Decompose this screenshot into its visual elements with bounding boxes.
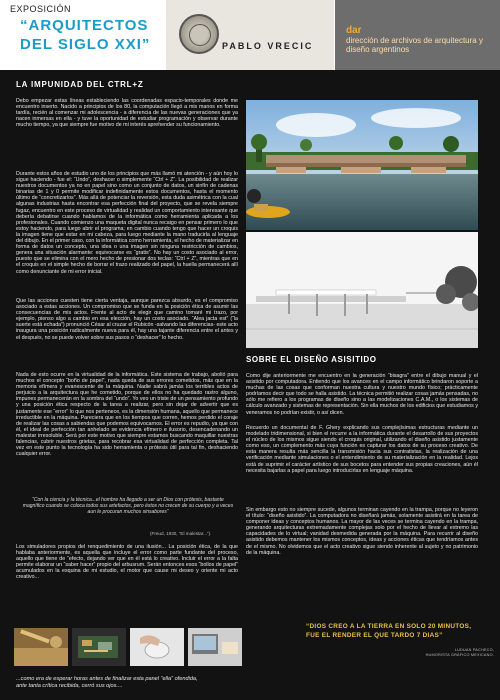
thumbnail-workspace-image (188, 628, 242, 666)
exhibition-title-line2: DEL SIGLO XXI” (20, 36, 151, 53)
credit-name: LUDUAN PACHECO, (454, 648, 494, 652)
section1-heading: LA IMPUNIDAD DEL CTRL+Z (16, 80, 144, 89)
section2-paragraph-3: Sin embargo esto no siempre sucede, algunos terminan cayendo en la trampa, porque no leyeron el título: “diseño asistido”. La computadora no diseñará jamás, solamente asistirá en la tarea de componer ideas y conceptos humanos. La mayor de las veces se termina cayendo en la trampa, generando arquitecturas extremadamente complejas solo por el hecho de llevar al extremo las capacidades de lo virtual; vanidad desmedida generada por la máquina. Para recurrir al diseño asistido debemos mantener los mismos conceptos, ideas y acciones éticas que tendríamos antes de el mismo. No olvidemos que el acto creativo sigue siendo inherente al sujeto y no patrimonio de la máquina. (246, 507, 478, 556)
freud-quote-source: (Freud, 1930, “El malestar...”). (150, 531, 212, 536)
closing-text-line1: ...como era de esperar horas antes de finalizar esta panel “ella” ofendida, (16, 676, 198, 682)
exhibition-title-line1: “ARQUITECTOS (20, 17, 149, 34)
closing-text (16, 676, 316, 690)
render-quote-line2: FUE EL RENDER EL QUE TARDO 7 DIAS” (306, 632, 443, 639)
render-illustration-1 (246, 100, 478, 230)
exhibition-label: EXPOSICIÓN (10, 4, 72, 14)
author-block (166, 0, 334, 70)
exhibition-title-block (0, 0, 165, 70)
render-quote (306, 622, 496, 640)
thumbnail-hand-mouse (130, 628, 184, 666)
author-name: PABLO VRECIC (222, 41, 314, 51)
section2-heading: SOBRE EL DISEÑO ASISITIDO (246, 355, 377, 364)
thumbnail-circuit-board-image (72, 628, 126, 666)
section1-paragraph-4: Nada de esto ocurre en la virtualidad de la informática. Este sistema de trabajo, abolió para muchos el concepto “boño de papel”, nada queda de sus errores cometidos, más que en la memoria efímera y evanescente de la máquina. Nadie sabrá jamás los terribles actos de perjuicio a la arquitectura que he cometido, porque de ellos no ha quedado rastro alguno, impunes permanecerán en la sombra del “undo”. Yo veo un triste de un pensamiento profundo y una posición ética respecto de la tarea a realizar, pero sin dejar de advertir que es justamente ese “error” lo que nos pertenece, es la dimensión humana, aquello que permanece irreductible en la máquina. Pareciera que en los tiempos que corren, hemos perdido el coraje de realizar las cosas a sabiendas que podemos equivocarnos. El error es repudio, ya que con él, el ideal de perfección tan anhelado se evidencia efímero e ilusorio, desencadenando un malestar irresoluble. Será por este motivo que siempre estamos buscando maquillar nuestras falencias, cubrir nuestros grietas, para recobrar esa virtualidad de perfección completa. Tal vez en este punto la tecnología ha sido herramienta o prótesis útil para tal fin, deshaciendo cualquier error. (16, 372, 238, 458)
closing-text-line2: ante tanta crítica recibida, cerró sus ojos.... (16, 683, 123, 689)
dar-logo-text: dar (346, 25, 362, 36)
render-image-white-structure (246, 232, 478, 348)
render-quote-credit (378, 648, 494, 658)
thumbnail-hand-mouse-image (130, 628, 184, 666)
section2-paragraph-1: Como dije anteriormente me encuentro en la generación “bisagra” entre el dibujo manual y el asistido por computadora. Entiendo que los avances en el campo informático brindaron soporte a muchas de las cosas que conforman nuestra cultura y nuestro mundo físico; prácticamente podríamos decir que todo se halla asistido. La técnica permitió realizar cosas jamás pensadas, no sólo me refiero a los programas de diseño sino a las modelizaciones C.A.M., o los sistemas de cálculo avanzado y sistemas de representación. Sin ella muchos de los edificios que estudiamos y veneramos no podrían existir, o así dicen. (246, 373, 478, 416)
freud-quote: “Con la ciencia y la técnica...el hombre ha llegado a ser un Dios con prótesis, bastante magnífico cuando se coloca todos sus artefactos, pero éstos no crecen de su cuerpo y a veces aun le procuran muchos sinsabores” (22, 497, 234, 515)
render-quote-line1: “DIOS CREO A LA TIERRA EN SOLO 20 MINUTOS, (306, 623, 472, 630)
dar-description: dirección de archivos de arquitectura y diseño argentinos (346, 36, 483, 54)
render-image-lakeside-building (246, 100, 478, 230)
thumbnail-drafting-tools (14, 628, 68, 666)
section2-paragraph-2: Recuerdo un documental de F. Ghery explicando sus complejísimas estructuras mediante un modelado tridimensional, si bien el recurre a la informática durante el desarrollo de sus proyectos el núcleo de los mismos sigue siendo el croquis original, utilizando el diseño asistido justamente como eso, un complemento más cuya función es capturar los datos de su proceso creativo. De esta manera resulta más sencilla la transmisión hacia sus contratistas, la realización de una verificación mediante simulaciones o el entendimiento de su materialización en la realidad. Lejos está de suprimir el carácter artístico de sus bocetos para entender sus propias creaciones, aún él necesita bajarlas a papel para luego introducirlas en lenguaje máquina. (246, 425, 478, 474)
dar-block (335, 0, 500, 70)
render-illustration-2 (246, 232, 478, 348)
credit-role: HUMORISTA GRÁFICO MEXICANO. (425, 653, 494, 657)
section1-paragraph-2: Durante estos años de estudio uno de los principios que más llamó mi atención - y aún hoy lo sigue haciendo - fue el: “Undo”, deshacer o simplemente “Ctrl + Z”. La posibilidad de realizar nuestros documentos ya no en papel sino como un conjunto de datos, un sinfín de cadenas binarias de 1 y 0 permite modificar indefinidamente estos documentos, hasta el momento último de “concretizarlos”. Más allá de potenciar la reversión, esta duda asimétrica con la cual algunas industrias hasta encontrar esa perfección final del proyecto, que se revela siempre fugaz, encuentro en este proceso de virtualidad y realidad un comportamiento interesante que debería debatirse cuando hablamos de la informática como herramienta aplicada a los profesionales. Cuando comienzo una maqueta digital nunca recaigo en pensar primero lo que estoy haciendo, para luego abrir el programa; en cambio cuando tengo que hacer un croquis la imagen tiene que estar en mi cabeza, para luego mediante la mano traducirla al lenguaje del dibujo. En el primer caso, con la informática como herramienta, el hecho de materializar en forma de datos un concepto, una idea o una imagen sin ninguna restricción de cambios, genera una situación alarmante: equivocarse es “gratis”. No hay un costo asociado al error, puesto que se elimina con el mero hecho de presionar dos teclas: “Ctrl + Z”, mientras que en el croquis en el simple hecho de borrar el trazo realizado del papel, la huella permanecerá allí como denunciante de mi error inicial. (16, 171, 238, 275)
university-seal-icon (179, 14, 219, 54)
thumbnail-workspace (188, 628, 242, 666)
thumbnail-drafting-tools-image (14, 628, 68, 666)
thumbnail-circuit-board (72, 628, 126, 666)
section1-paragraph-5: Los simuladores propios del renquedimiento de una ilusión... La posición ética, de la que hablaba anteriormente, es aquella que incluye el error como parte fundante del proceso, aquello que tiene de “efecto, dejando ver que en él está lo creativo. Incluir el error a la falta permite elaborar un “saber hacer” propio del arbusrum. Serán entonces esos “bollos de papel” acumulados en la esquina de mi estudio, el motor que cause mi deseo y oriente mi acto creativo... (16, 544, 238, 581)
section1-paragraph-3: Que las acciones cuesten tiene cierta ventaja, aunque parezca absurdo, es el compromiso asociado a estas acciones. Un compromiso que se funda en la posición ética de asumir las consecuencias de mis actos. Frente al acto de elegir que camino tomaré mi trazo, por ejemplo, pienso algo a cambio en esa elección, hay un costo asociado. “Alea jacta est” (“la suerte está echada”) pronunció César al cruzar el Rubicón -salvando las diferencias- este acto inaugura una posición radicalmente nueva para él, hay una tajante diferencia entre el antes y el después, no se puede volver sobre sus pasos o “deshacer” lo hecho. (16, 298, 238, 341)
section1-paragraph-1: Debo empezar estas líneas estableciendo las coordenadas espacio-temporales donde me encuentro inserto. Nacido a principios de los 80, la computación llegó a mis manos en forma tardía, recién al comenzar mi adolescencia - a diferencia de las nuevas generaciones que ya nacen inmersas en ella - y tuve la oportunidad de estudiar programación y observar durante mucho tiempo, ya que siempre fue motivo de mi interés aprehender su funcionamiento. (16, 98, 238, 129)
header (0, 0, 500, 70)
